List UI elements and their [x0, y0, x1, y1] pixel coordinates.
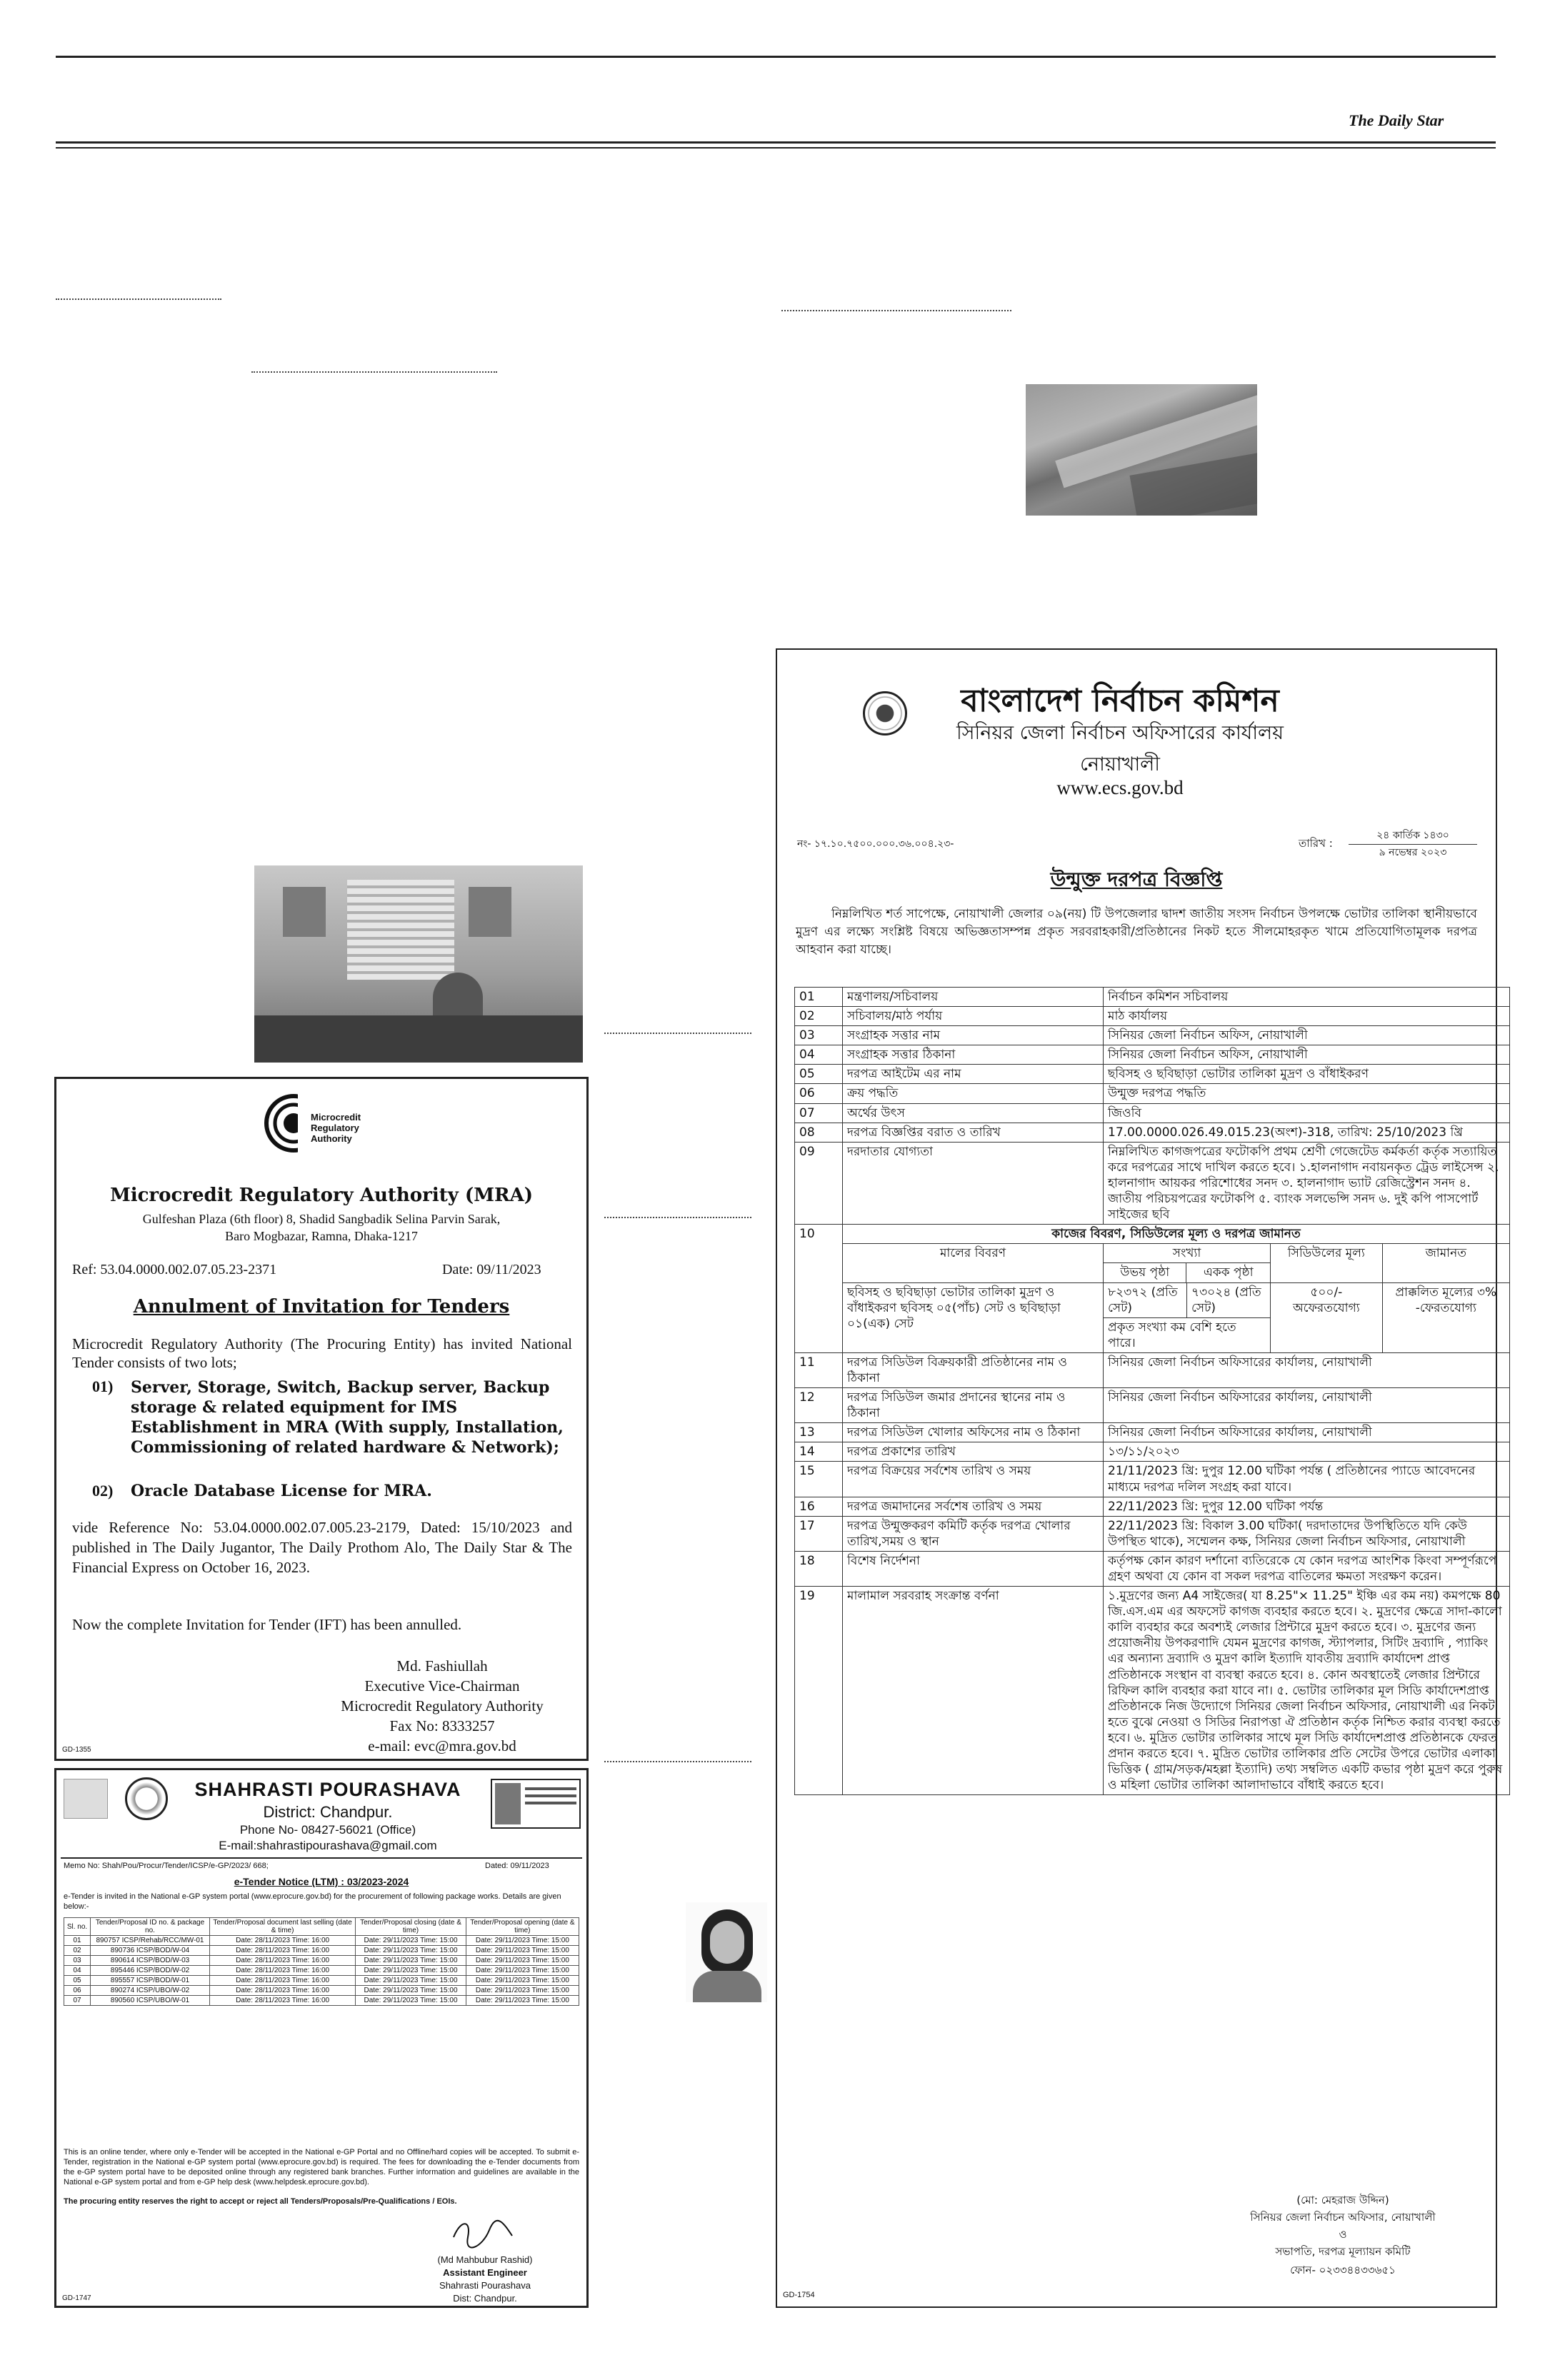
- row-label: দরপত্র সিডিউল খোলার অফিসের নাম ও ঠিকানা: [843, 1423, 1104, 1442]
- col-security: জামানত: [1382, 1244, 1509, 1282]
- ec-subtitle: সিনিয়র জেলা নির্বাচন অফিসারের কার্যালয়: [956, 722, 1284, 744]
- table-row: [795, 1244, 1510, 1263]
- table-cell: 890736 ICSP/BOD/W-04: [91, 1946, 210, 1956]
- ec-code: GD-1754: [783, 2291, 815, 2299]
- mra-code: GD-1355: [62, 1746, 91, 1754]
- table-cell: 895557 ICSP/BOD/W-01: [91, 1976, 210, 1986]
- ec-title: বাংলাদেশ নির্বাচন কমিশন: [961, 683, 1279, 719]
- table-cell: Date: 29/11/2023 Time: 15:00: [466, 1986, 579, 1996]
- shahrasti-email: E-mail:shahrastipourashava@gmail.com: [219, 1839, 437, 1852]
- qty-single: ৭৩০২৪ (প্রতি সেট): [1191, 1285, 1261, 1315]
- table-cell: Date: 28/11/2023 Time: 16:00: [210, 1956, 356, 1966]
- qty-both: ৮২৩৭২ (প্রতি সেট): [1104, 1283, 1187, 1317]
- mra-annulment-ad: [54, 1077, 589, 1761]
- mra-fax: Fax No: 8333257: [389, 1717, 495, 1734]
- row-value: সিনিয়র জেলা নির্বাচন অফিস, নোয়াখালী: [1104, 1026, 1510, 1045]
- woman-portrait-photo: [686, 1902, 767, 2002]
- ec-url: www.ecs.gov.bd: [1056, 777, 1184, 798]
- table-row: [795, 1103, 1510, 1123]
- row-value: 22/11/2023 খ্রি: দুপুর 12.00 ঘটিকা পর্যন্ত: [1104, 1497, 1510, 1516]
- table-header: Tender/Proposal document last selling (date & time): [210, 1918, 356, 1936]
- mra-sign-title: Executive Vice-Chairman: [364, 1677, 520, 1694]
- table-row: [795, 1123, 1510, 1142]
- table-cell: 03: [64, 1956, 91, 1966]
- shahrasti-district: District: Chandpur.: [263, 1803, 393, 1821]
- row-label: বিশেষ নির্দেশনা: [843, 1551, 1104, 1586]
- shahrasti-code: GD-1747: [62, 2294, 91, 2302]
- row-number: 01: [795, 988, 843, 1007]
- table-row: [64, 1946, 579, 1956]
- row-value: কর্তৃপক্ষ কোন কারণ দর্শানো ব্যতিরেকে যে কোন দরপত্র আংশিক কিংবা সম্পূর্ণরূপে গ্রহণ অথবা যে কোন বা সকল দরপত্র বাতিলের ক্ষমতা সংরক্ষণ করেন।: [1104, 1551, 1510, 1586]
- mra-heading: Annulment of Invitation for Tenders: [133, 1296, 510, 1317]
- table-row: [795, 1516, 1510, 1551]
- row-value: 22/11/2023 খ্রি: বিকাল 3.00 ঘটিকা( দরদাতাদের উপস্থিতিতে যদি কেউ উপস্থিত থাকে), সম্মেলন কক্ষ, সিনিয়র জেলা নির্বাচন অফিসার, নোয়াখালী: [1104, 1516, 1510, 1551]
- row-number: 10: [795, 1225, 843, 1353]
- ec-tender-table: [794, 987, 1510, 1795]
- ec-memo: নং- ১৭.১০.৭৫০০.০০০.৩৬.০০৪.২৩-: [797, 838, 954, 850]
- table-header-row: [64, 1918, 579, 1936]
- row-label: সংগ্রাহক সত্তার নাম: [843, 1026, 1104, 1045]
- table-row: [795, 1497, 1510, 1516]
- shahrasti-title: SHAHRASTI POURASHAVA: [194, 1779, 461, 1800]
- row-value: নির্বাচন কমিশন সচিবালয়: [1104, 988, 1510, 1007]
- row-number: 09: [795, 1142, 843, 1224]
- table-cell: 890560 ICSP/UBO/W-01: [91, 1996, 210, 2006]
- row-label: অর্থের উৎস: [843, 1103, 1104, 1123]
- row-number: 06: [795, 1084, 843, 1103]
- table-cell: Date: 29/11/2023 Time: 15:00: [466, 1966, 579, 1976]
- table-row: [795, 1551, 1510, 1586]
- table-cell: 06: [64, 1986, 91, 1996]
- table-cell: Date: 28/11/2023 Time: 16:00: [210, 1996, 356, 2006]
- table-cell: 05: [64, 1976, 91, 1986]
- mra-logo-text: Microcredit Regulatory Authority: [311, 1112, 361, 1144]
- table-row: [64, 1996, 579, 2006]
- row-label: মন্ত্রণালয়/সচিবালয়: [843, 988, 1104, 1007]
- col-both-sides: উভয় পৃষ্ঠা: [1104, 1263, 1186, 1282]
- row-number: 19: [795, 1587, 843, 1795]
- table-header: Tender/Proposal opening (date & time): [466, 1918, 579, 1936]
- shahrasti-memo: Memo No: Shah/Pou/Procur/Tender/ICSP/e-GP/2023/ 668;: [64, 1862, 269, 1870]
- separator: [56, 298, 221, 300]
- table-row: [64, 1956, 579, 1966]
- table-cell: Date: 28/11/2023 Time: 16:00: [210, 1986, 356, 1996]
- table-row: [795, 988, 1510, 1007]
- table-cell: 04: [64, 1966, 91, 1976]
- mujib-logo: [64, 1779, 108, 1819]
- table-header: Tender/Proposal closing (date & time): [356, 1918, 466, 1936]
- table-cell: 02: [64, 1946, 91, 1956]
- mra-logo: [264, 1093, 399, 1172]
- table-header: Sl. no.: [64, 1918, 91, 1936]
- table-cell: 890614 ICSP/BOD/W-03: [91, 1956, 210, 1966]
- shahrasti-footer: This is an online tender, where only e-Tender will be accepted in the National e-GP Portal and no Offline/hard copies will be accepted. To submit e-Tender, registration in the National e-GP system portal (www.eprocure.gov.bd) is required. The fees for downloading the e-Tender documents from the e-GP system portal have to be deposited online through any registered bank branches. Further information and guidelines are available in the National e-GP system portal and from e-GP help desk (www.helpdesk.eprocure.gov.bd).: [64, 2148, 579, 2186]
- row-number: 17: [795, 1516, 843, 1551]
- shahrasti-sign-org: Shahrasti Pourashava: [439, 2280, 531, 2291]
- separator: [251, 371, 497, 373]
- table-cell: 890757 ICSP/Rehab/RCC/MW-01: [91, 1936, 210, 1946]
- separator: [604, 1217, 751, 1218]
- ec-sign-name: (মো: মেহরাজ উদ্দিন): [1296, 2194, 1389, 2206]
- row-value: ছবিসহ ও ছবিছাড়া ভোটার তালিকা মুদ্রণ ও বাঁধাইকরণ: [1104, 1065, 1510, 1084]
- row-number: 18: [795, 1551, 843, 1586]
- row-value: 17.00.0000.026.49.015.23(অংশ)-318, তারিখ: 25/10/2023 খ্রি: [1104, 1123, 1510, 1142]
- table-cell: Date: 29/11/2023 Time: 15:00: [466, 1956, 579, 1966]
- top-rule: [56, 56, 1496, 58]
- row-number: 05: [795, 1065, 843, 1084]
- table-row: [795, 1007, 1510, 1026]
- shahrasti-sign-title: Assistant Engineer: [443, 2267, 527, 2278]
- ec-date-en: ৯ নভেম্বর ২০২৩: [1379, 847, 1447, 858]
- table-row: [795, 1282, 1510, 1352]
- table-row: [795, 1462, 1510, 1497]
- table-row: [795, 1225, 1510, 1244]
- table-row: [795, 1142, 1510, 1224]
- row-label: দরপত্র বিজ্ঞপ্তির বরাত ও তারিখ: [843, 1123, 1104, 1142]
- shahrasti-sign-name: (Md Mahbubur Rashid): [437, 2254, 533, 2265]
- table-row: [64, 1976, 579, 1986]
- row-label: দরপত্র আইটেম এর নাম: [843, 1065, 1104, 1084]
- shahrasti-phone: Phone No- 08427-56021 (Office): [239, 1823, 416, 1837]
- mra-lot1: Server, Storage, Switch, Backup server, Backup storage & related equipment for IMS Establishment in MRA (With supply, Installation, Commissioning of related hardware & Network);: [131, 1378, 564, 1457]
- mra-sign-name: Md. Fashiullah: [396, 1657, 488, 1674]
- office-portrait-photo: [254, 865, 583, 1063]
- table-cell: Date: 28/11/2023 Time: 16:00: [210, 1946, 356, 1956]
- ec-sign-title: সিনিয়র জেলা নির্বাচন অফিসার, নোয়াখালী: [1250, 2211, 1436, 2224]
- shahrasti-reserve: The procuring entity reserves the right to accept or reject all Tenders/Proposals/Pre-Qualifications / EOIs.: [64, 2197, 457, 2206]
- row-number: 11: [795, 1352, 843, 1387]
- ec-sign-role: সভাপতি, দরপত্র মূল্যায়ন কমিটি: [1275, 2245, 1411, 2258]
- signature-icon: [446, 2216, 518, 2251]
- row10-header: কাজের বিবরণ, সিডিউলের মূল্য ও দরপত্র জামানত: [843, 1225, 1510, 1244]
- shahrasti-intro: e-Tender is invited in the National e-GP system portal (www.eprocure.gov.bd) for the procurement of following package works. Details are given below:-: [64, 1892, 561, 1911]
- row-label: দরপত্র উন্মুক্তকরণ কমিটি কর্তৃক দরপত্র খোলার তারিখ,সময় ও স্থান: [843, 1516, 1104, 1551]
- col-goods: মালের বিবরণ: [843, 1244, 1104, 1282]
- mra-now: Now the complete Invitation for Tender (IFT) has been annulled.: [72, 1616, 462, 1633]
- row-value: জিওবি: [1104, 1103, 1510, 1123]
- shahrasti-sign-dist: Dist: Chandpur.: [453, 2293, 517, 2304]
- row-number: 08: [795, 1123, 843, 1142]
- schedule-price: ৫০০/- অফেরতযোগ্য: [1271, 1282, 1383, 1352]
- signature-mark: [446, 2216, 518, 2251]
- table-cell: Date: 29/11/2023 Time: 15:00: [356, 1976, 466, 1986]
- mra-vide: vide Reference No: 53.04.0000.002.07.005.23-2179, Dated: 15/10/2023 and published in The Daily Jugantor, The Daily Prothom Alo, The Daily Star & The Financial Express on October 16, 2023.: [72, 1519, 572, 1576]
- table-cell: Date: 28/11/2023 Time: 16:00: [210, 1976, 356, 1986]
- table-cell: Date: 28/11/2023 Time: 16:00: [210, 1966, 356, 1976]
- table-row: [795, 1084, 1510, 1103]
- shahrasti-notice-title: e-Tender Notice (LTM) : 03/2023-2024: [234, 1876, 409, 1887]
- mra-lot2-no: 02): [92, 1482, 114, 1500]
- shahrasti-tender-ad: [54, 1768, 589, 2308]
- table-cell: Date: 29/11/2023 Time: 15:00: [466, 1996, 579, 2006]
- row-number: 03: [795, 1026, 843, 1045]
- col-price: সিডিউলের মূল্য: [1271, 1244, 1383, 1282]
- row-value: উন্মুক্ত দরপত্র পদ্ধতি: [1104, 1084, 1510, 1103]
- mra-intro: Microcredit Regulatory Authority (The Procuring Entity) has invited National Tender consists of two lots;: [72, 1335, 572, 1371]
- row-number: 02: [795, 1007, 843, 1026]
- table-row: [64, 1936, 579, 1946]
- table-cell: Date: 29/11/2023 Time: 15:00: [356, 1956, 466, 1966]
- qty-note: প্রকৃত সংখ্যা কম বেশি হতে পারে।: [1104, 1317, 1270, 1352]
- shahrasti-rule: [61, 1857, 582, 1859]
- row-label: দরপত্র সিডিউল বিক্রয়কারী প্রতিষ্ঠানের নাম ও ঠিকানা: [843, 1352, 1104, 1387]
- mra-address-2: Baro Mogbazar, Ramna, Dhaka-1217: [225, 1229, 418, 1243]
- masthead-logo: The Daily Star: [1349, 111, 1444, 129]
- shahrasti-tender-table: [64, 1917, 579, 2006]
- row-value: 21/11/2023 খ্রি: দুপুর 12.00 ঘটিকা পর্যন্ত ( প্রতিষ্ঠানের প্যাডে আবেদনের মাধ্যমে দরপত্র দলিল সংগ্রহ করা যাবে।: [1104, 1462, 1510, 1497]
- col-qty: সংখ্যা: [1104, 1244, 1271, 1263]
- table-row: [795, 1587, 1510, 1795]
- table-cell: Date: 29/11/2023 Time: 15:00: [466, 1976, 579, 1986]
- row-value: সিনিয়র জেলা নির্বাচন অফিস, নোয়াখালী: [1104, 1045, 1510, 1065]
- municipality-seal-icon: [125, 1777, 168, 1820]
- row-label: সচিবালয়/মাঠ পর্যায়: [843, 1007, 1104, 1026]
- row-value: নিম্নলিখিত কাগজপত্রের ফটোকপি প্রথম শ্রেণী গেজেটেড কর্মকর্তা কর্তৃক সত্যায়িত করে দরপত্রের সাথে দাখিল করতে হবে। ১.হালনাগাদ নবায়নকৃত ট্রেড লাইসেন্স ২. হালনাগাদ আয়কর পরিশোধের সনদ ৩. হালনাগাদ ভ্যাট রেজিস্ট্রেশন সনদ ৪. জাতীয় পরিচয়পত্রের ফটোকপি ৫. ব্যাংক সলভেন্সি সনদ ৬. দুই কপি পাসপোর্ট সাইজের ছবি: [1104, 1142, 1510, 1224]
- mra-email: e-mail: evc@mra.gov.bd: [368, 1737, 516, 1754]
- ec-seal-icon: [863, 691, 907, 735]
- row-number: 13: [795, 1423, 843, 1442]
- table-row: [795, 1045, 1510, 1065]
- table-cell: 890274 ICSP/UBO/W-02: [91, 1986, 210, 1996]
- row-value: সিনিয়র জেলা নির্বাচন অফিসারের কার্যালয়, নোয়াখালী: [1104, 1388, 1510, 1423]
- col-single-side: একক পৃষ্ঠা: [1186, 1263, 1271, 1282]
- table-row: [64, 1986, 579, 1996]
- separator: [604, 1761, 751, 1762]
- table-row: [795, 1388, 1510, 1423]
- security-deposit: প্রাক্কলিত মূল্যের ৩% -ফেরতযোগ্য: [1382, 1282, 1509, 1352]
- row-number: 12: [795, 1388, 843, 1423]
- mra-lot2: Oracle Database License for MRA.: [131, 1482, 432, 1500]
- row-value: ১৩/১১/২০২৩: [1104, 1442, 1510, 1462]
- separator: [781, 310, 1011, 311]
- table-row: [795, 1352, 1510, 1387]
- row-label: মালামাল সরবরাহ সংক্রান্ত বর্ণনা: [843, 1587, 1104, 1795]
- row-label: সংগ্রাহক সত্তার ঠিকানা: [843, 1045, 1104, 1065]
- table-row: [795, 1065, 1510, 1084]
- goods-description: ছবিসহ ও ছবিছাড়া ভোটার তালিকা মুদ্রণ ও বাঁধাইকরণ ছবিসহ ০৫(পাঁচ) সেট ও ছবিছাড়া ০১(এক) সেট: [843, 1282, 1104, 1352]
- ec-sign-and: ও: [1339, 2228, 1347, 2241]
- table-cell: Date: 29/11/2023 Time: 15:00: [356, 1946, 466, 1956]
- ec-district: নোয়াখালী: [1079, 753, 1161, 775]
- ec-intro: নিম্নলিখিত শর্ত সাপেক্ষে, নোয়াখালী জেলার ০৯(নয়) টি উপজেলার দ্বাদশ জাতীয় সংসদ নির্বাচন উপলক্ষে ভোটার তালিকা স্থানীয়ভাবে মুদ্রণ এর লক্ষ্যে সংশ্লিষ্ট বিষয়ে অভিজ্ঞতাসম্পন্ন প্রকৃত সরবরাহকারী/প্রতিষ্ঠানের নিকট হতে সীলমোহরকৃত খামে প্রতিযোগিতামূলক দরপত্র আহবান করা যাচ্ছে।: [796, 907, 1477, 957]
- ec-sign-phone: ফোন- ০২৩৩৪৪৩৩৬৫১: [1290, 2264, 1396, 2276]
- row-value: সিনিয়র জেলা নির্বাচন অফিসারের কার্যালয়, নোয়াখালী: [1104, 1352, 1510, 1387]
- row-value: মাঠ কার্যালয়: [1104, 1007, 1510, 1026]
- mra-title: Microcredit Regulatory Authority (MRA): [109, 1185, 534, 1206]
- mra-lot1-no: 01): [92, 1377, 114, 1395]
- header-rule-1: [56, 141, 1496, 144]
- table-cell: Date: 29/11/2023 Time: 15:00: [356, 1996, 466, 2006]
- row-number: 04: [795, 1045, 843, 1065]
- row-label: দরপত্র প্রকাশের তারিখ: [843, 1442, 1104, 1462]
- row-number: 07: [795, 1103, 843, 1123]
- portrait-badge: [491, 1779, 581, 1829]
- row-label: দরপত্র সিডিউল জমার প্রদানের স্থানের নাম ও ঠিকানা: [843, 1388, 1104, 1423]
- separator: [604, 1033, 751, 1034]
- header-rule-2: [56, 147, 1496, 149]
- mra-address-1: Gulfeshan Plaza (6th floor) 8, Shadid Sangbadik Selina Parvin Sarak,: [142, 1212, 501, 1226]
- row-value: সিনিয়র জেলা নির্বাচন অফিসারের কার্যালয়, নোয়াখালী: [1104, 1423, 1510, 1442]
- table-cell: 07: [64, 1996, 91, 2006]
- shahrasti-dated: Dated: 09/11/2023: [485, 1862, 549, 1870]
- aerial-river-photo: [1026, 384, 1257, 516]
- table-cell: Date: 29/11/2023 Time: 15:00: [356, 1936, 466, 1946]
- table-cell: Date: 29/11/2023 Time: 15:00: [466, 1946, 579, 1956]
- row-number: 14: [795, 1442, 843, 1462]
- table-row: [795, 1026, 1510, 1045]
- ec-heading: উন্মুক্ত দরপত্র বিজ্ঞপ্তি: [1050, 868, 1223, 891]
- table-cell: 01: [64, 1936, 91, 1946]
- row-number: 15: [795, 1462, 843, 1497]
- table-cell: 895446 ICSP/BOD/W-02: [91, 1966, 210, 1976]
- mra-ref: Ref: 53.04.0000.002.07.05.23-2371: [72, 1262, 277, 1277]
- table-row: [795, 1442, 1510, 1462]
- ec-date-bn: ২৪ কার্তিক ১৪৩০: [1349, 827, 1477, 845]
- table-cell: Date: 29/11/2023 Time: 15:00: [356, 1986, 466, 1996]
- table-cell: Date: 29/11/2023 Time: 15:00: [466, 1936, 579, 1946]
- row-value: ১.মুদ্রণের জন্য A4 সাইজের( যা 8.25"× 11.25" ইঞ্চি এর কম নয়) কমপক্ষে 80 জি.এস.এম এর অফসেট কাগজ ব্যবহার করতে হবে। ২. মুদ্রণের ক্ষেত্রে সাদা-কালো কালি ব্যবহার করে অবশ্যই লেজার প্রিন্টারে মুদ্রণ করতে হবে। ৩. মুদ্রণের জন্য প্রয়োজনীয় উপকরণাদি যেমন মুদ্রণের কাগজ, স্ট্যাপলার, সিটিং দ্রব্যাদি , প্যাকিং এর অন্যান্য দ্রব্যাদি ও মুদ্রণ কালি ইত্যাদি যাবতীয় দ্রব্যাদি কার্যাদেশ প্রাপ্ত প্রতিষ্ঠানকে সংস্থান বা ব্যবস্থা করতে হবে। ৪. কোন অবস্থাতেই লেজার প্রিন্টারে রিফিল কালি ব্যবহার করা যাবে না। ৫. ভোটার তালিকার মূল সিডি কার্যাদেশপ্রাপ্ত প্রতিষ্ঠানকে নিজ উদ্যোগে সিনিয়র জেলা নির্বাচন অফিসার, নোয়াখালী এর নিকট হতে বুঝে নেওয়া ও সিডির নিরাপত্তা ঐ প্রতিষ্ঠান কর্তৃক নিশ্চিত করার ব্যবস্থা করতে হবে। ৬. মুদ্রিত ভোটার তালিকার সাথে মূল সিডি কার্যাদেশপ্রাপ্ত প্রতিষ্ঠানকে ফেরত প্রদান করতে হবে। ৭. মুদ্রিত ভোটার তালিকার প্রতি সেটের উপরে ভোটার এলাকা ভিত্তিক ( গ্রাম/সড়ক/মহল্লা ইত্যাদি) তথ্য সম্বলিত একটি কভার পৃষ্ঠা মুদ্রণ করে পুরুষ ও মহিলা ভোটার তালিকা আলাদাভাবে বাঁধাই করতে হবে।: [1104, 1587, 1510, 1795]
- table-header: Tender/Proposal ID no. & package no.: [91, 1918, 210, 1936]
- table-row: [64, 1966, 579, 1976]
- row-label: দরপত্র বিক্রয়ের সর্বশেষ তারিখ ও সময়: [843, 1462, 1104, 1497]
- ec-date-label: তারিখ :: [1299, 837, 1333, 850]
- row-label: দরদাতার যোগ্যতা: [843, 1142, 1104, 1224]
- table-cell: Date: 29/11/2023 Time: 15:00: [356, 1966, 466, 1976]
- row-number: 16: [795, 1497, 843, 1516]
- mra-sign-org: Microcredit Regulatory Authority: [341, 1697, 544, 1714]
- mra-date: Date: 09/11/2023: [442, 1262, 541, 1277]
- row-label: দরপত্র জমাদানের সর্বশেষ তারিখ ও সময়: [843, 1497, 1104, 1516]
- row-label: ক্রয় পদ্ধতি: [843, 1084, 1104, 1103]
- table-cell: Date: 28/11/2023 Time: 16:00: [210, 1936, 356, 1946]
- table-row: [795, 1423, 1510, 1442]
- qty-cell: [1104, 1282, 1271, 1352]
